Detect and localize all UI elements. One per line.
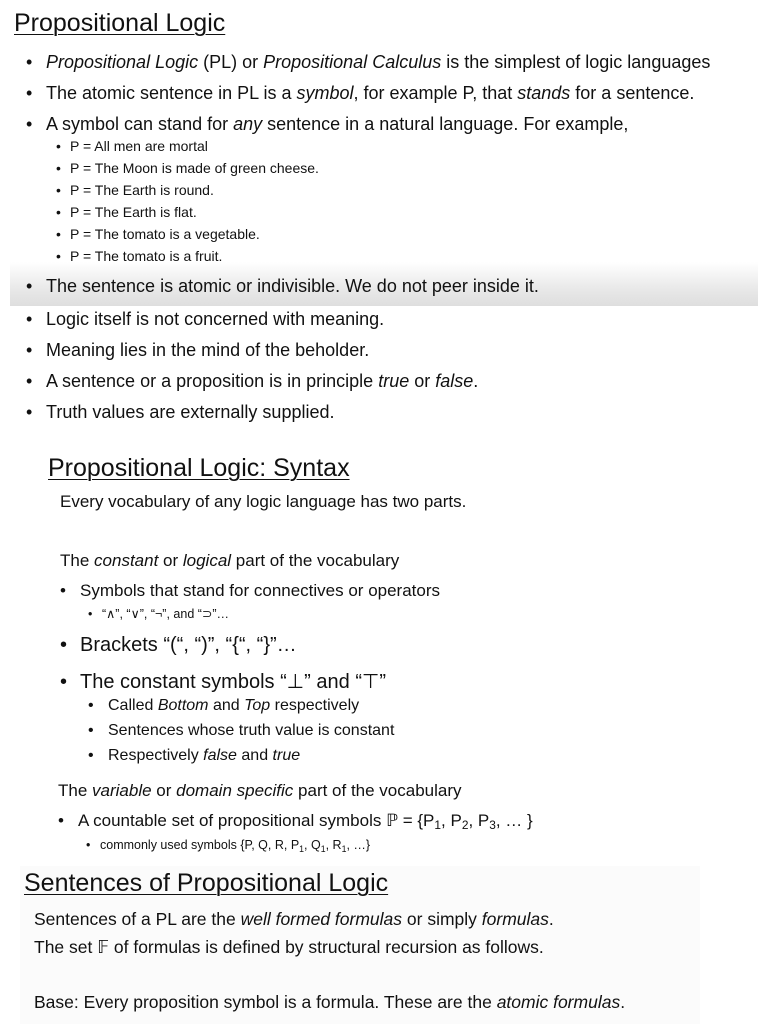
section3-title: Sentences of Propositional Logic bbox=[24, 869, 389, 897]
bullet-pl-definition: • Propositional Logic (PL) or Propositional Calculus is the simplest of logic languages bbox=[26, 52, 711, 72]
syntax-intro: Every vocabulary of any logic language has two parts. bbox=[60, 492, 467, 511]
structural-recursion: The set 𝔽 of formulas is defined by structural recursion as follows. bbox=[34, 937, 544, 957]
wff-definition: Sentences of a PL are the well formed formulas or simply formulas. bbox=[34, 909, 554, 929]
base-case: Base: Every proposition symbol is a formula. These are the atomic formulas. bbox=[34, 992, 626, 1012]
common-symbols: • commonly used symbols {P, Q, R, $P_1$, $Q_1$, $R_1$, …} bbox=[86, 838, 371, 854]
bullet-beholder: • Meaning lies in the mind of the beholder. bbox=[26, 340, 370, 360]
bullet-atomic-sentence: • The atomic sentence in PL is a symbol, for example P, that stands for a sentence. bbox=[26, 83, 695, 103]
example-item: • P = The tomato is a vegetable. bbox=[56, 226, 260, 242]
example-item: • P = The Earth is flat. bbox=[56, 204, 197, 220]
bullet-meaning: • Logic itself is not concerned with meaning. bbox=[26, 309, 385, 329]
constant-part-heading: The constant or logical part of the vocabulary bbox=[60, 551, 400, 570]
example-item: • P = All men are mortal bbox=[56, 138, 208, 154]
example-item: • P = The tomato is a fruit. bbox=[56, 248, 223, 264]
bullet-connectives: • Symbols that stand for connectives or operators bbox=[60, 581, 441, 600]
variable-part-heading: The variable or domain specific part of the vocabulary bbox=[58, 781, 462, 800]
constant-truth-item: • Sentences whose truth value is constant bbox=[88, 722, 395, 739]
section2-title: Propositional Logic: Syntax bbox=[48, 454, 350, 482]
bullet-atomic-indivisible: • The sentence is atomic or indivisible. We do not peer inside it. bbox=[26, 276, 539, 296]
bullet-symbol-any-sentence: • A symbol can stand for any sentence in a natural language. For example, bbox=[26, 114, 629, 134]
connective-symbols: • “∧”, “∨”, “¬”, and “⊃”… bbox=[88, 607, 230, 621]
example-item: • P = The Moon is made of green cheese. bbox=[56, 160, 319, 176]
bullet-truth-values: • Truth values are externally supplied. bbox=[26, 402, 335, 422]
false-true-item: • Respectively false and true bbox=[88, 747, 301, 764]
bullet-constant-symbols: • The constant symbols “⊥” and “⊤” bbox=[60, 671, 387, 693]
bullet-true-false: • A sentence or a proposition is in principle true or false. bbox=[26, 371, 479, 391]
bullet-brackets: • Brackets “(“, “)”, “{“, “}”… bbox=[60, 634, 297, 656]
bottom-top-item: • Called Bottom and Top respectively bbox=[88, 697, 360, 714]
section1-title: Propositional Logic bbox=[14, 9, 226, 37]
bullet-propositional-symbols: • A countable set of propositional symbols ℙ = {$P_1$, $P_2$, $P_3$, … } bbox=[58, 811, 533, 832]
example-item: • P = The Earth is round. bbox=[56, 182, 214, 198]
